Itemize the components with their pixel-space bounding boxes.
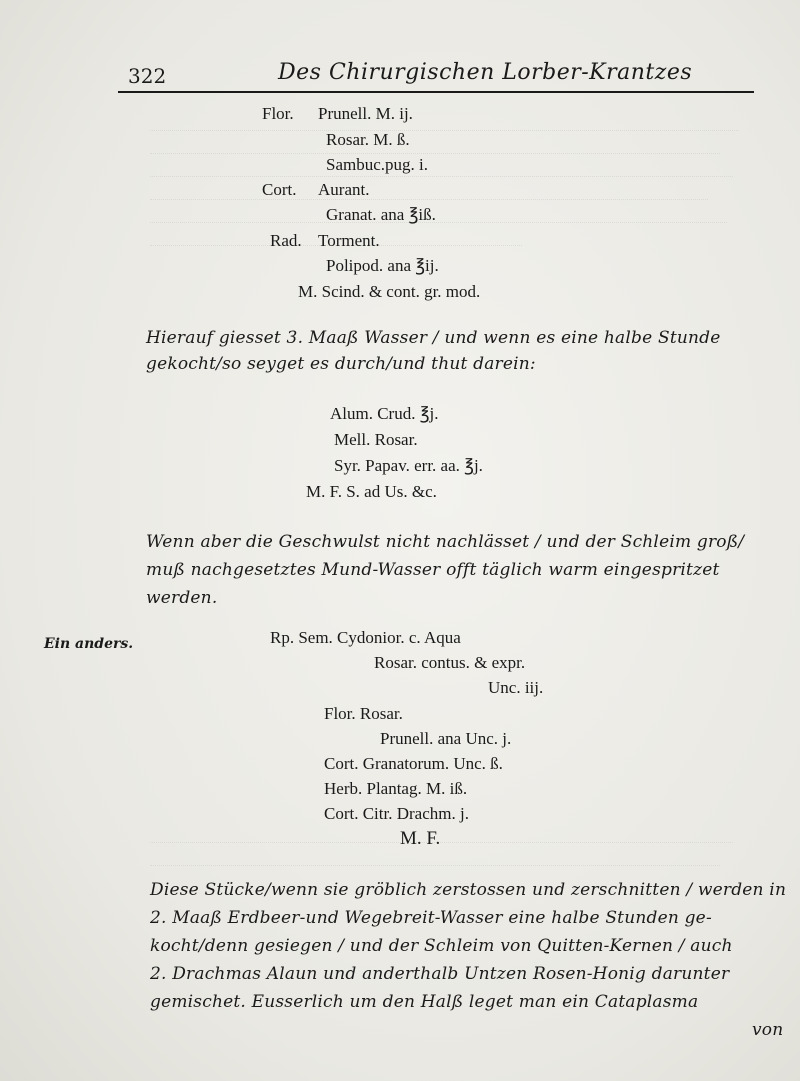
- recipe-line: Herb. Plantag. M. iß.: [324, 779, 468, 798]
- text-line: werden.: [146, 588, 218, 608]
- recipe-line: Torment.: [318, 231, 380, 250]
- margin-note: Ein anders.: [44, 636, 134, 652]
- text-line: 2. Maaß Erdbeer-und Wegebreit-Wasser eine halbe Stunden ge-: [150, 908, 712, 928]
- recipe-line: M. F.: [400, 828, 441, 849]
- recipe-line: Prunell. M. ij.: [318, 104, 413, 123]
- text-line: muß nachgesetztes Mund-Wasser offt täglich warm eingespritzet: [146, 560, 720, 580]
- page-number: 322: [128, 64, 167, 88]
- recipe-label: Cort.: [262, 180, 297, 199]
- text-line: gekocht/so seyget es durch/und thut darein:: [146, 354, 536, 374]
- text-line: Hierauf giesset 3. Maaß Wasser / und wenn es eine halbe Stunde: [146, 328, 721, 348]
- recipe-line: Alum. Crud. ℥j.: [330, 404, 439, 423]
- recipe-line: Granat. ana ℥iß.: [326, 205, 436, 224]
- recipe-line: Rp. Sem. Cydonior. c. Aqua: [270, 628, 461, 647]
- recipe-line: Unc. iij.: [488, 678, 544, 697]
- text-line: Wenn aber die Geschwulst nicht nachlässet / und der Schleim groß/: [146, 532, 745, 552]
- recipe-line: Syr. Papav. err. aa. ℥j.: [334, 456, 483, 475]
- recipe-line: Cort. Granatorum. Unc. ß.: [324, 754, 503, 773]
- recipe-line: Flor. Rosar.: [324, 704, 403, 723]
- text-line: Diese Stücke/wenn sie gröblich zerstossen und zerschnitten / werden in: [150, 880, 787, 900]
- catchword: von: [752, 1020, 784, 1040]
- recipe-line: Sambuc.pug. i.: [326, 155, 428, 174]
- recipe-line: Cort. Citr. Drachm. j.: [324, 804, 469, 823]
- header-rule: [118, 91, 754, 93]
- recipe-label: Flor.: [262, 104, 294, 123]
- text-line: kocht/denn gesiegen / und der Schleim von Quitten-Kernen / auch: [150, 936, 733, 956]
- recipe-line: Rosar. M. ß.: [326, 130, 410, 149]
- text-line: gemischet. Eusserlich um den Halß leget man ein Cataplasma: [150, 992, 699, 1012]
- recipe-line: M. Scind. & cont. gr. mod.: [298, 282, 481, 301]
- recipe-line: Aurant.: [318, 180, 370, 199]
- recipe-line: Mell. Rosar.: [334, 430, 418, 449]
- bleed-through-bottom: [150, 820, 770, 866]
- recipe-line: Polipod. ana ℥ij.: [326, 256, 439, 275]
- recipe-line: Rosar. contus. & expr.: [374, 653, 526, 672]
- recipe-label: Rad.: [270, 231, 302, 250]
- text-line: 2. Drachmas Alaun und anderthalb Untzen Rosen-Honig darunter: [150, 964, 730, 984]
- bleed-through-top: [150, 108, 770, 246]
- page-header: [118, 58, 754, 92]
- running-head: Des Chirurgischen Lorber-Krantzes: [278, 60, 693, 85]
- recipe-line: Prunell. ana Unc. j.: [380, 729, 512, 748]
- recipe-line: M. F. S. ad Us. &c.: [306, 482, 437, 501]
